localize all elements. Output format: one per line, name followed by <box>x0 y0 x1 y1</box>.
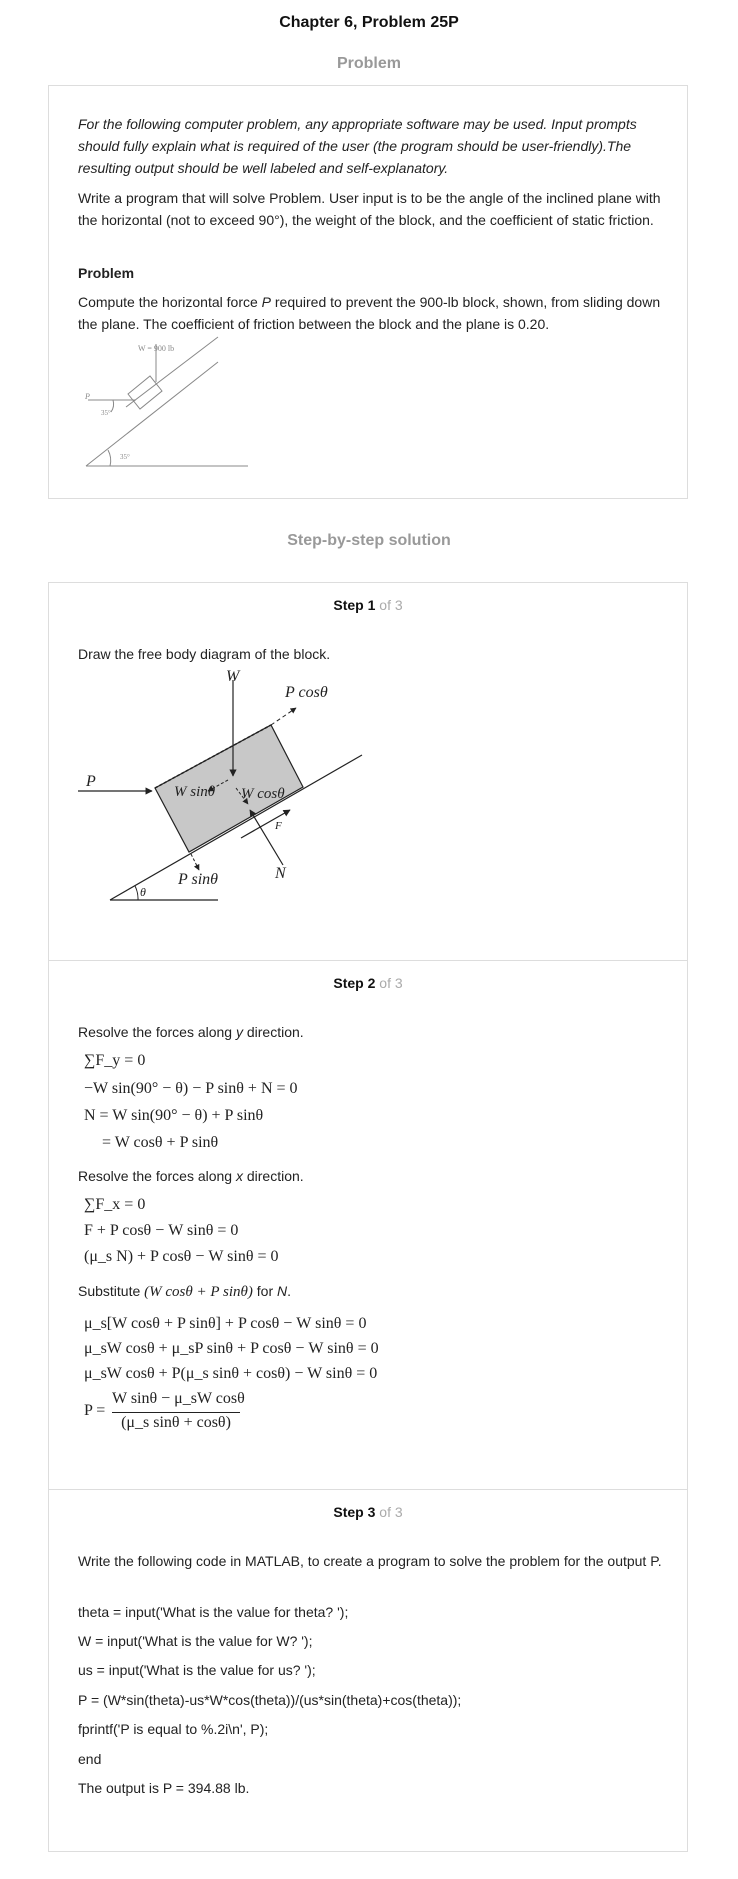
fbd-label-n: N <box>275 865 286 882</box>
fbd-label-w: W <box>226 668 240 685</box>
code-line: fprintf('P is equal to %.2i\n', P); <box>78 1721 269 1737</box>
problem-task: Write a program that will solve Problem. User input is to be the angle of the inclined plane with the horizontal (not to exceed 90°), the weight of the block, and the coefficient of static friction. <box>78 190 661 228</box>
fraction-bar <box>112 1412 240 1413</box>
eq-y-4: = W cosθ + P sinθ <box>102 1134 219 1151</box>
step-3-output: The output is P = 394.88 lb. <box>78 1780 250 1796</box>
eq-s-2: μ_sW cosθ + μ_sP sinθ + P cosθ − W sinθ = 0 <box>84 1340 379 1357</box>
code-line: us = input('What is the value for us? '); <box>78 1662 316 1678</box>
code-line: theta = input('What is the value for theta? '); <box>78 1604 349 1620</box>
free-body-diagram <box>78 670 378 910</box>
problem-subheading: Problem <box>78 265 135 281</box>
fbd-label-wsin: W sinθ <box>174 784 216 800</box>
problem-figure <box>78 342 258 472</box>
step-2-y-intro: Resolve the forces along y direction. <box>78 1024 304 1040</box>
eq-x-3: (μ_s N) + P cosθ − W sinθ = 0 <box>84 1248 279 1265</box>
step-3-intro: Write the following code in MATLAB, to create a program to solve the problem for the output P. <box>78 1553 662 1569</box>
fbd-label-p: P <box>86 773 96 790</box>
eq-y-3: N = W sin(90° − θ) + P sinθ <box>84 1107 264 1124</box>
figure-angle-a: 35° <box>101 409 111 417</box>
eq-p-denominator: (μ_s sinθ + cosθ) <box>121 1414 231 1431</box>
code-line: P = (W*sin(theta)-us*W*cos(theta))/(us*sin(theta)+cos(theta)); <box>78 1692 462 1708</box>
eq-sum-fx: ∑F_x = 0 <box>84 1196 146 1213</box>
eq-y-2: −W sin(90° − θ) − P sinθ + N = 0 <box>84 1080 298 1097</box>
fbd-label-f: F <box>275 820 282 832</box>
eq-sum-fy: ∑F_y = 0 <box>84 1052 146 1069</box>
eq-s-3: μ_sW cosθ + P(μ_s sinθ + cosθ) − W sinθ = 0 <box>84 1365 378 1382</box>
code-line: end <box>78 1751 102 1767</box>
solution-heading: Step-by-step solution <box>287 532 451 549</box>
page-title: Chapter 6, Problem 25P <box>279 14 459 31</box>
figure-p-label: P <box>85 392 90 401</box>
step-3-title: Step 3 of 3 <box>333 1504 403 1520</box>
step-divider <box>48 1489 688 1490</box>
fbd-label-wcos: W cosθ <box>241 786 285 802</box>
fbd-label-theta: θ <box>140 885 146 899</box>
figure-angle-b: 35° <box>120 453 130 461</box>
step-2-title: Step 2 of 3 <box>333 975 403 991</box>
eq-x-2: F + P cosθ − W sinθ = 0 <box>84 1222 239 1239</box>
eq-p-numerator: W sinθ − μ_sW cosθ <box>112 1390 245 1407</box>
step-1-title: Step 1 of 3 <box>333 597 403 613</box>
eq-s-1: μ_s[W cosθ + P sinθ] + P cosθ − W sinθ = 0 <box>84 1315 367 1332</box>
step-divider <box>48 960 688 961</box>
problem-statement: Compute the horizontal force P required to prevent the 900-lb block, shown, from sliding down the plane. The coefficient of friction between the block and the plane is 0.20. <box>78 294 661 332</box>
code-line: W = input('What is the value for W? '); <box>78 1633 313 1649</box>
fbd-label-psin: P sinθ <box>178 871 219 888</box>
step-2-substitute: Substitute (W cosθ + P sinθ) for N. <box>78 1283 292 1300</box>
eq-p-lhs: P = <box>84 1402 106 1419</box>
fbd-label-pcos: P cosθ <box>285 684 328 701</box>
step-1-text: Draw the free body diagram of the block. <box>78 646 331 662</box>
problem-heading: Problem <box>336 55 401 72</box>
figure-weight-label: W = 900 lb <box>138 344 175 353</box>
problem-intro: For the following computer problem, any appropriate software may be used. Input prompts should fully explain what is required of the user (the program should be user-friendly).The resulting output should be well labeled and self-explanatory. <box>78 116 637 176</box>
step-2-x-intro: Resolve the forces along x direction. <box>78 1168 304 1184</box>
